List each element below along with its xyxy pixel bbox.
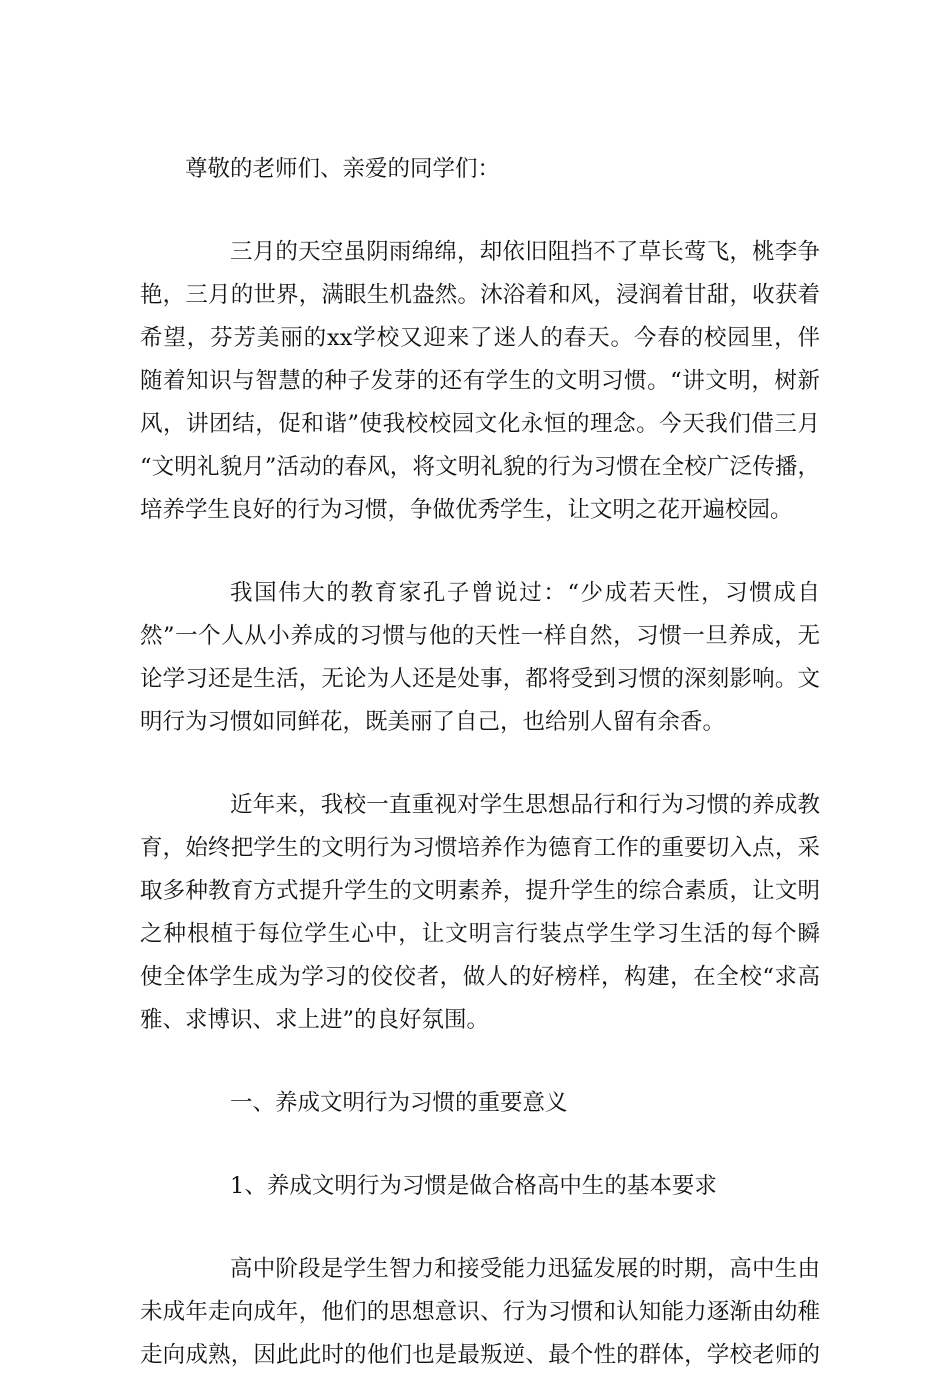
paragraph-high-school (140, 1248, 820, 1377)
text-line: 高中阶段是学生智力和接受能力迅猛发展的时期，高中生由 (230, 1256, 820, 1282)
text-line: 论学习还是生活，无论为人还是处事，都将受到习惯的深刻影响。文 (140, 666, 820, 692)
subsection-heading (140, 1165, 820, 1208)
text-line: 育，始终把学生的文明行为习惯培养作为德育工作的重要切入点，采 (140, 835, 820, 861)
text-line: 未成年走向成年，他们的思想意识、行为习惯和认知能力逐渐由幼稚 (140, 1299, 820, 1325)
text-line: 艳，三月的世界，满眼生机盎然。沐浴着和风，浸润着甘甜，收获着 (140, 282, 820, 308)
paragraph-confucius (140, 572, 820, 744)
text-line: 取多种教育方式提升学生的文明素养，提升学生的综合素质，让文明 (140, 878, 820, 904)
text-line: 随着知识与智慧的种子发芽的还有学生的文明习惯。“讲文明，树新 (140, 368, 820, 394)
paragraph-gap (140, 744, 820, 784)
paragraph-recent-years (140, 784, 820, 1042)
text-line: 明行为习惯如同鲜花，既美丽了自己，也给别人留有余香。 (140, 709, 726, 735)
section-heading (140, 1082, 820, 1125)
paragraph-gap (140, 191, 820, 231)
text-line: 使全体学生成为学习的佼佼者，做人的好榜样，构建，在全校“求高 (140, 964, 820, 990)
document-body (140, 148, 820, 1377)
text-line: 风，讲团结，促和谐”使我校校园文化永恒的理念。今天我们借三月 (140, 411, 820, 437)
paragraph-gap (140, 1125, 820, 1165)
text-line: 近年来，我校一直重视对学生思想品行和行为习惯的养成教 (230, 792, 820, 818)
paragraph-gap (140, 1208, 820, 1248)
paragraph-gap (140, 532, 820, 572)
text-line: 希望，芬芳美丽的xx学校又迎来了迷人的春天。今春的校园里，伴 (140, 325, 820, 351)
text-line: 三月的天空虽阴雨绵绵，却依旧阻挡不了草长莺飞，桃李争 (230, 239, 820, 265)
text-line: 我国伟大的教育家孔子曾说过：“少成若天性，习惯成自 (230, 580, 820, 606)
text-line: 雅、求博识、求上进”的良好氛围。 (140, 1007, 490, 1033)
heading-line: 一、养成文明行为习惯的重要意义 (230, 1090, 568, 1116)
paragraph-gap (140, 1042, 820, 1082)
heading-line: 1、养成文明行为习惯是做合格高中生的基本要求 (230, 1173, 717, 1199)
text-line: 走向成熟，因此此时的他们也是最叛逆、最个性的群体，学校老师的 (140, 1342, 820, 1368)
paragraph-spring-intro (140, 231, 820, 532)
salutation: 尊敬的老师们、亲爱的同学们： (185, 156, 501, 182)
text-line: “文明礼貌月”活动的春风，将文明礼貌的行为习惯在全校广泛传播， (140, 454, 820, 480)
text-line: 培养学生良好的行为习惯，争做优秀学生，让文明之花开遍校园。 (140, 497, 793, 523)
text-line: 然”一个人从小养成的习惯与他的天性一样自然，习惯一旦养成，无 (140, 623, 820, 649)
text-line: 之种根植于每位学生心中，让文明言行装点学生学习生活的每个瞬 (140, 921, 820, 947)
